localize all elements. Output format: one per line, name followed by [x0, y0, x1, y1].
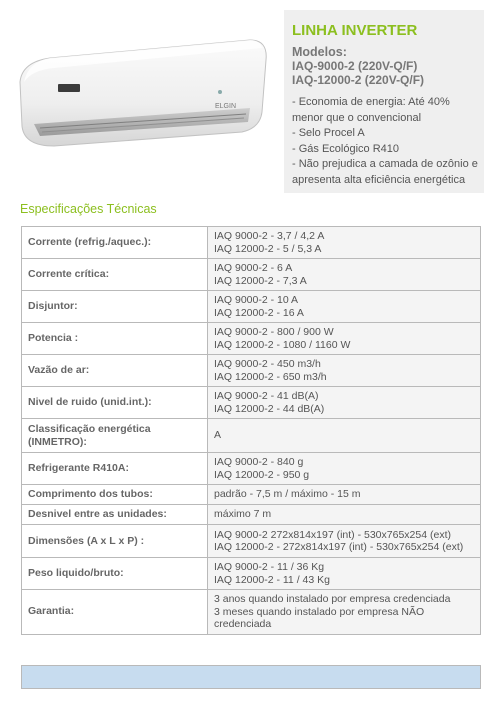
spec-value-line: IAQ 12000-2 - 272x814x197 (int) - 530x765x254 (ext): [214, 541, 464, 553]
spec-row: [22, 505, 481, 525]
spec-value-line: IAQ 9000-2 - 41 dB(A): [214, 390, 319, 402]
air-conditioner-image: [10, 12, 272, 172]
feature-list: [292, 95, 478, 188]
spec-label: Potencia :: [22, 323, 208, 355]
spec-label: Comprimento dos tubos:: [22, 485, 208, 505]
spec-value-line: IAQ 12000-2 - 11 / 43 Kg: [214, 573, 330, 586]
spec-label: Classificação energética (INMETRO):: [22, 419, 208, 453]
spec-row: [22, 453, 481, 485]
spec-row: [22, 558, 481, 590]
product-info-panel: [284, 10, 484, 193]
spec-value-line: IAQ 9000-2 - 840 g: [214, 456, 304, 468]
spec-value: [208, 355, 481, 387]
spec-row: [22, 590, 481, 635]
spec-value-line: IAQ 12000-2 - 16 A: [214, 306, 304, 319]
spec-label: Garantia:: [22, 590, 208, 635]
spec-row: [22, 227, 481, 259]
spec-row: [22, 387, 481, 419]
product-line-title: LINHA INVERTER: [292, 22, 418, 39]
spec-row: [22, 291, 481, 323]
feature-item: - Economia de energia: Até 40% menor que o convencional: [292, 96, 450, 124]
spec-value: [208, 259, 481, 291]
spec-value: [208, 590, 481, 635]
spec-value: [208, 453, 481, 485]
spec-value-line: IAQ 12000-2 - 7,3 A: [214, 274, 307, 287]
specs-table: [21, 226, 481, 635]
spec-value: [208, 291, 481, 323]
spec-value-line: IAQ 9000-2 - 10 A: [214, 294, 299, 306]
spec-row: [22, 259, 481, 291]
spec-value: [208, 558, 481, 590]
spec-value-line: 3 anos quando instalado por empresa credenciada: [214, 593, 451, 605]
model-name: IAQ-12000-2 (220V-Q/F): [292, 73, 425, 87]
brand-logo: ELGIN: [215, 103, 237, 110]
spec-row: [22, 525, 481, 558]
spec-row: [22, 485, 481, 505]
spec-value: [208, 525, 481, 558]
spec-value-line: IAQ 12000-2 - 1080 / 1160 W: [214, 338, 351, 351]
spec-value-line: IAQ 9000-2 - 450 m3/h: [214, 358, 321, 370]
spec-value-line: IAQ 12000-2 - 650 m3/h: [214, 370, 327, 383]
spec-value-line: padrão - 7,5 m / máximo - 15 m: [214, 488, 361, 501]
spec-label: Desnivel entre as unidades:: [22, 505, 208, 525]
section-title: Especificações Técnicas: [20, 202, 157, 216]
spec-value: [208, 419, 481, 453]
spec-row: [22, 355, 481, 387]
spec-label: Refrigerante R410A:: [22, 453, 208, 485]
spec-value-line: IAQ 12000-2 - 44 dB(A): [214, 402, 325, 415]
spec-value: [208, 485, 481, 505]
spec-row: [22, 419, 481, 453]
spec-value-line: 3 meses quando instalado por empresa NÃO credenciada: [214, 605, 425, 630]
spec-value-line: IAQ 12000-2 - 5 / 5,3 A: [214, 242, 322, 255]
spec-label: Peso liquido/bruto:: [22, 558, 208, 590]
spec-label: Dimensões (A x L x P) :: [22, 525, 208, 558]
feature-item: - Não prejudica a camada de ozônio e apresenta alta eficiência energética: [292, 158, 478, 186]
table-footer-bar: [21, 665, 481, 689]
spec-value: [208, 227, 481, 259]
spec-value-line: IAQ 9000-2 - 3,7 / 4,2 A: [214, 230, 325, 242]
spec-row: [22, 323, 481, 355]
spec-value-line: A: [214, 429, 222, 442]
feature-item: - Selo Procel A: [292, 127, 365, 139]
feature-item: - Gás Ecológico R410: [292, 142, 399, 155]
spec-value-line: IAQ 9000-2 - 6 A: [214, 262, 293, 274]
spec-value-line: IAQ 9000-2 - 11 / 36 Kg: [214, 561, 325, 573]
spec-value-line: IAQ 9000-2 272x814x197 (int) - 530x765x254 (ext): [214, 528, 451, 541]
spec-label: Vazão de ar:: [22, 355, 208, 387]
spec-label: Disjuntor:: [22, 291, 208, 323]
spec-value: [208, 387, 481, 419]
spec-value-line: máximo 7 m: [214, 508, 272, 521]
spec-label: Corrente (refrig./aquec.):: [22, 227, 208, 259]
spec-value: [208, 323, 481, 355]
model-name: IAQ-9000-2 (220V-Q/F): [292, 59, 418, 73]
spec-label: Corrente crítica:: [22, 259, 208, 291]
spec-value-line: IAQ 9000-2 - 800 / 900 W: [214, 326, 334, 338]
spec-value-line: IAQ 12000-2 - 950 g: [214, 468, 310, 481]
spec-value: [208, 505, 481, 525]
models-label: Modelos:: [292, 45, 347, 59]
product-header: [0, 0, 500, 195]
spec-label: Nivel de ruido (unid.int.):: [22, 387, 208, 419]
